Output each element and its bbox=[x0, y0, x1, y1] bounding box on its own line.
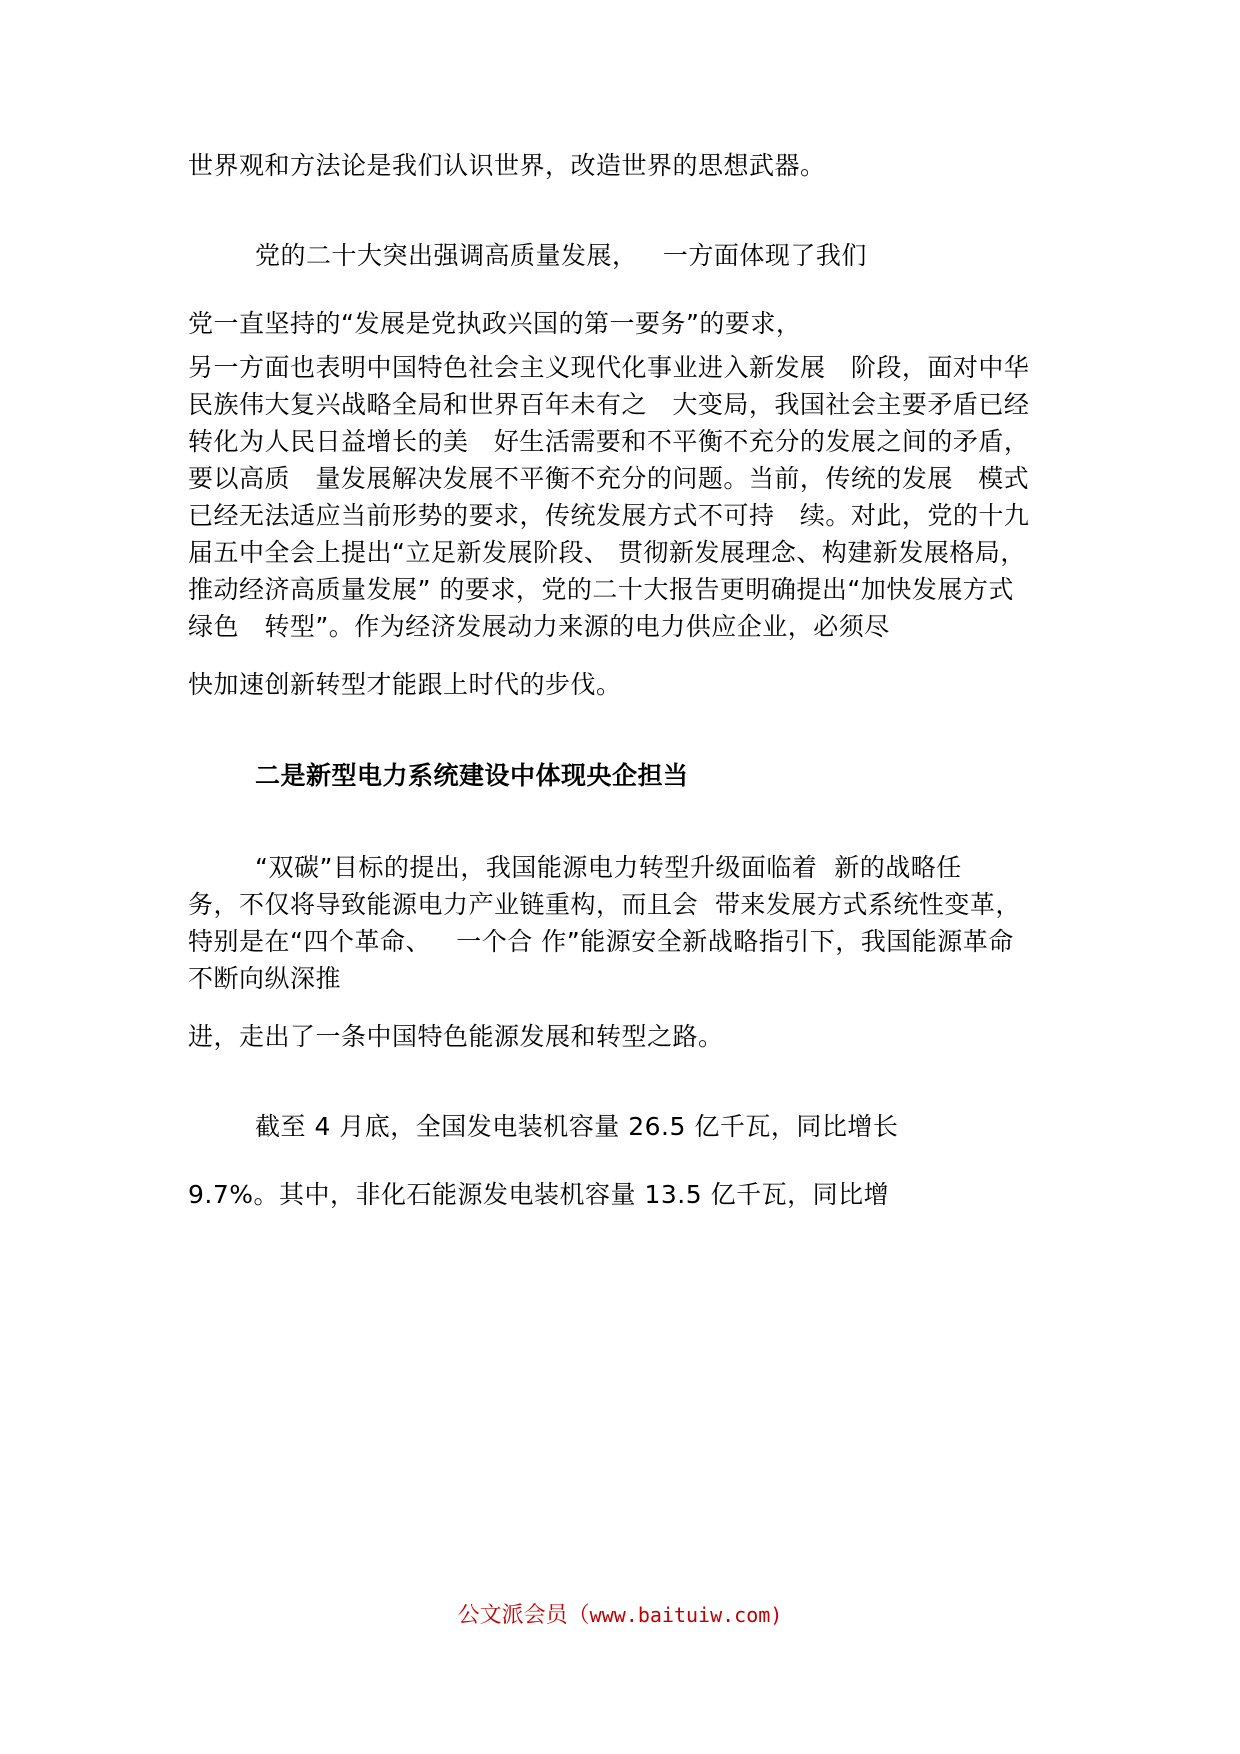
footer-label: 公文派会员（ bbox=[457, 1603, 590, 1628]
paragraph-line: 推动经济高质量发展” 的要求，党的二十大报告更明确提出“加快发展方式 bbox=[188, 575, 1014, 604]
footer-url[interactable]: www.baituiw.com) bbox=[589, 1603, 783, 1627]
paragraph-line: 民族伟大复兴战略全局和世界百年未有之 大变局，我国社会主要矛盾已经 bbox=[188, 390, 1030, 419]
section-heading: 二是新型电力系统建设中体现央企担当 bbox=[255, 761, 689, 790]
paragraph-line: 特别是在“四个革命、 一个合 作”能源安全新战略指引下，我国能源革命 bbox=[188, 927, 1014, 956]
paragraph-line: 党的二十大突出强调高质量发展， 一方面体现了我们 bbox=[255, 241, 867, 270]
footer-watermark bbox=[0, 1600, 1240, 1631]
paragraph-line: 9.7%。其中，非化石能源发电装机容量 13.5 亿千瓦，同比增 bbox=[188, 1180, 890, 1209]
paragraph-line: 快加速创新转型才能跟上时代的步伐。 bbox=[188, 670, 622, 699]
paragraph-line: 务，不仅将导致能源电力产业链重构，而且会 带来发展方式系统性变革， bbox=[188, 890, 1021, 919]
paragraph-line: 转化为人民日益增长的美 好生活需要和不平衡不充分的发展之间的矛盾， bbox=[188, 427, 1030, 456]
paragraph-line: 不断向纵深推 bbox=[188, 964, 342, 993]
paragraph-line: 绿色 转型”。作为经济发展动力来源的电力供应企业，必须尽 bbox=[188, 612, 890, 641]
paragraph-line: 已经无法适应当前形势的要求，传统发展方式不可持 续。对此，党的十九 bbox=[188, 501, 1030, 530]
paragraph-line: “双碳”目标的提出，我国能源电力转型升级面临着 新的战略任 bbox=[255, 853, 962, 882]
paragraph-line: 截至 4 月底，全国发电装机容量 26.5 亿千瓦，同比增长 bbox=[255, 1112, 899, 1141]
paragraph-line: 党一直坚持的“发展是党执政兴国的第一要务”的要求， bbox=[188, 309, 802, 338]
paragraph-line: 要以高质 量发展解决发展不平衡不充分的问题。当前，传统的发展 模式 bbox=[188, 464, 1030, 493]
paragraph-line: 另一方面也表明中国特色社会主义现代化事业进入新发展 阶段，面对中华 bbox=[188, 353, 1030, 382]
paragraph-line: 世界观和方法论是我们认识世界，改造世界的思想武器。 bbox=[188, 151, 826, 180]
paragraph-line: 届五中全会上提出“立足新发展阶段、 贯彻新发展理念、构建新发展格局， bbox=[188, 538, 1026, 567]
paragraph-line: 进，走出了一条中国特色能源发展和转型之路。 bbox=[188, 1022, 724, 1051]
